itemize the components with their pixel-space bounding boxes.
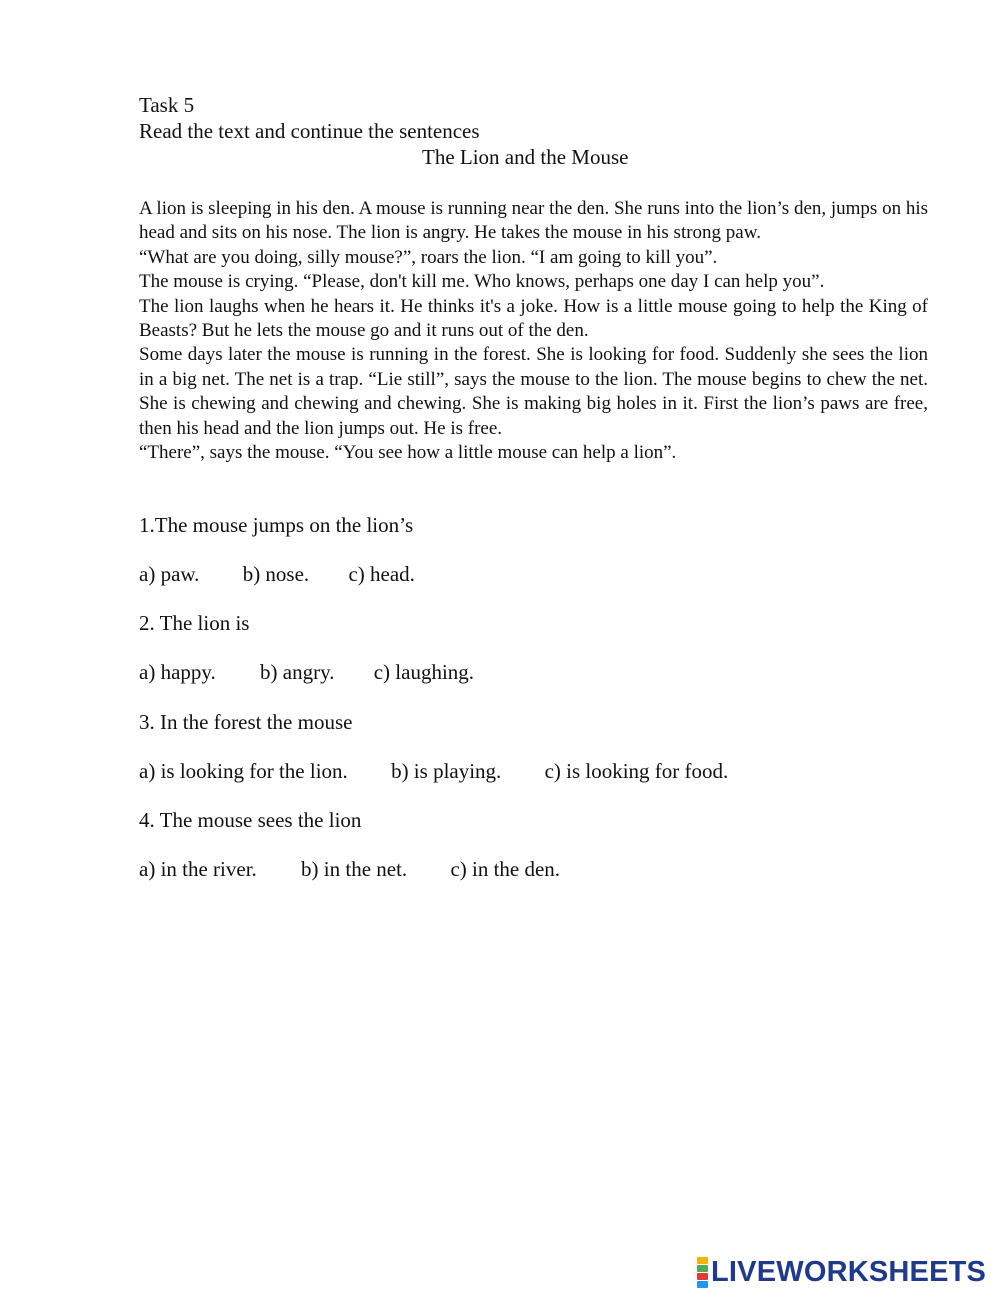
option-a[interactable]: a) is looking for the lion.: [139, 759, 348, 783]
story-paragraph: A lion is sleeping in his den. A mouse is running near the den. She runs into the lion’s den, jumps on his head and sits on his nose. The lion is angry. He takes the mouse in his strong paw.: [139, 198, 928, 244]
option-b[interactable]: b) is playing.: [391, 759, 502, 783]
option-a[interactable]: a) happy.: [139, 660, 216, 684]
task-instruction: Read the text and continue the sentences: [139, 119, 480, 143]
question-4: 4. The mouse sees the lion: [139, 808, 362, 832]
option-a[interactable]: a) in the river.: [139, 857, 257, 881]
story-paragraph: “There”, says the mouse. “You see how a little mouse can help a lion”.: [139, 442, 677, 464]
story-paragraph: “What are you doing, silly mouse?”, roars the lion. “I am going to kill you”.: [139, 246, 718, 268]
option-c[interactable]: c) laughing.: [373, 660, 475, 684]
story-title: The Lion and the Mouse: [422, 145, 629, 169]
question-3: 3. In the forest the mouse: [139, 710, 353, 734]
question-2: 2. The lion is: [139, 611, 250, 635]
story-paragraph: Some days later the mouse is running in the forest. She is looking for food. Suddenly she sees the lion in a big net. The net is a trap. “Lie still”, says the mouse to the lion. The mouse begins to chew the net. She is chewing and chewing and chewing. She is making big holes in it. First the lion’s paws are free, then his head and the lion jumps out. He is free.: [139, 344, 928, 439]
option-a[interactable]: a) paw.: [139, 562, 200, 586]
story-paragraph: The lion laughs when he hears it. He thinks it's a joke. How is a little mouse going to help the King of Beasts? But he lets the mouse go and it runs out of the den.: [139, 295, 928, 342]
question-4-options: [139, 856, 560, 882]
task-number: Task 5: [139, 93, 195, 117]
logo-block: [697, 1265, 708, 1272]
logo-text: LIVEWORKSHEETS: [711, 1255, 987, 1288]
logo-block: [697, 1257, 708, 1264]
option-b[interactable]: b) nose.: [242, 562, 310, 586]
question-1-options: [139, 561, 415, 587]
option-c[interactable]: c) head.: [348, 562, 415, 586]
question-2-options: [139, 659, 474, 685]
option-b[interactable]: b) in the net.: [301, 857, 408, 881]
story-paragraph: The mouse is crying. “Please, don't kill me. Who knows, perhaps one day I can help you”.: [139, 271, 825, 293]
question-1: 1.The mouse jumps on the lion’s: [139, 513, 414, 537]
logo-block: [697, 1273, 708, 1280]
logo-blocks-icon: [697, 1257, 708, 1288]
liveworksheets-logo: [697, 1255, 986, 1289]
option-c[interactable]: c) is looking for food.: [544, 759, 729, 783]
question-3-options: [139, 758, 728, 784]
option-c[interactable]: c) in the den.: [450, 857, 561, 881]
story-text: [139, 197, 928, 465]
option-b[interactable]: b) angry.: [260, 660, 335, 684]
logo-block: [697, 1281, 708, 1288]
